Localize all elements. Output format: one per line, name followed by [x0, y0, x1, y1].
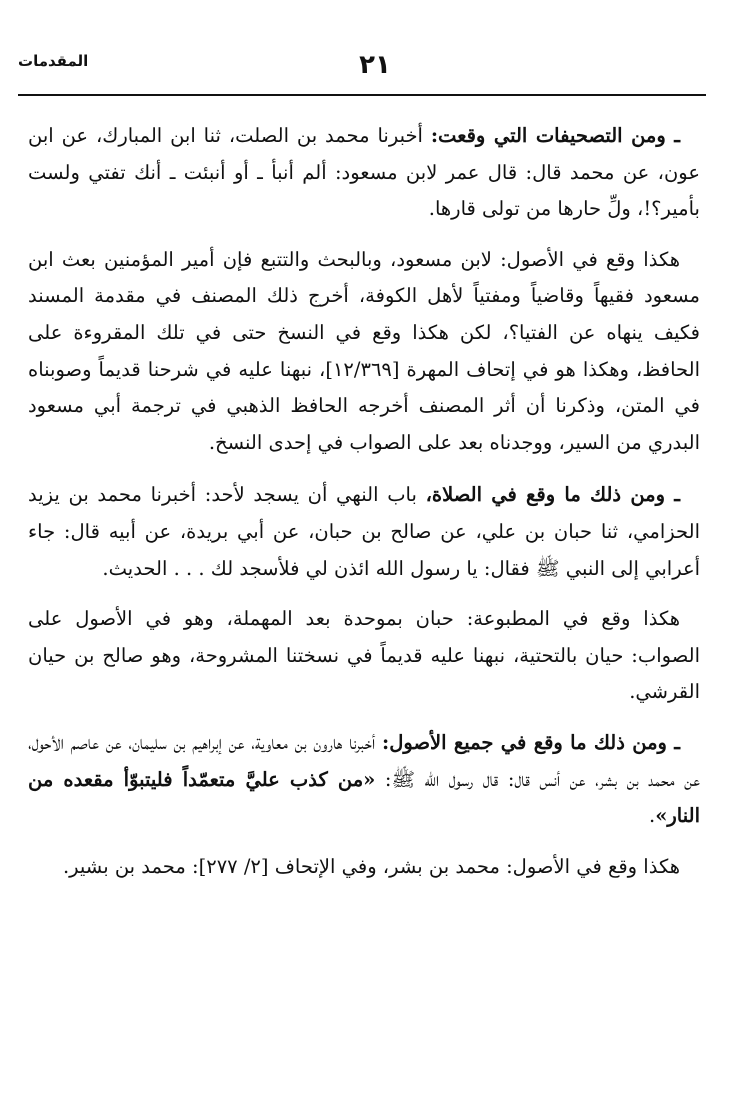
paragraph-hibban-note	[28, 601, 700, 711]
paragraph-text: هكذا وقع في الأصول: لابن مسعود، وبالبحث والتتبع فإن أمير المؤمنين بعث ابن مسعود فقيهاً وقاضياً ومفتياً لأهل الكوفة، أخرج ذلك المصنف في مقدمة المسند فكيف ينهاه عن الفتيا؟، لكن هكذا وقع في النسخ حتى في تلك المقروءة على الحافظ، وهكذا هو في إتحاف المهرة [١٢/٣٦٩]، نبهنا عليه في شرحنا قديماً وصوبناه في المتن، وذكرنا أن أثر المصنف أخرجه الحافظ الذهبي في ترجمة أبي مسعود البدري من السير، ووجدناه بعد على الصواب في إحدى النسخ.	[28, 247, 700, 454]
header-divider	[18, 94, 706, 96]
paragraph-text: هكذا وقع في الأصول: محمد بن بشر، وفي الإتحاف [٢/ ٢٧٧]: محمد بن بشير.	[62, 854, 680, 878]
page-body	[28, 118, 700, 899]
paragraph-lead: ـ ومن ذلك ما وقع في الصلاة،	[425, 483, 680, 507]
paragraph-lead: ـ ومن ذلك ما وقع في جميع الأصول:	[382, 730, 680, 754]
paragraph-text: أخبرنا محمد بن الصلت، ثنا ابن المبارك، عن ابن عون، عن محمد قال: قال عمر لابن مسعود: ألم أنبأ ـ أو أنبئت ـ أنك تفتي ولست بأمير؟!، ولِّ حارها من تولى قارها.	[28, 124, 700, 221]
section-title: المقدمات	[18, 52, 89, 70]
paragraph-text: أخبرنا هارون بن معاوية، عن إبراهيم بن سليمان، عن عاصم الأحول، عن محمد بن بشر، عن أنس قال: قال رسول الله ﷺ:	[28, 730, 700, 791]
paragraph-tashifat	[28, 118, 700, 228]
paragraph-end: .	[649, 804, 656, 828]
paragraph-text: هكذا وقع في المطبوعة: حبان بموحدة بعد المهملة، وهو في الأصول على الصواب: حيان بالتحتية، نبهنا عليه قديماً في نسختنا المشروحة، وهو صالح بن حيان القرشي.	[28, 607, 700, 704]
paragraph-bishr-note	[28, 849, 700, 886]
hadith-quote: «من كذب عليَّ متعمّداً فليتبوّأ مقعده من النار»	[28, 767, 700, 828]
page-number: ٢١	[359, 50, 391, 80]
paragraph-lead: ـ ومن التصحيفات التي وقعت:	[430, 124, 680, 147]
paragraph-ibn-masud-note	[28, 242, 700, 462]
paragraph-salah	[28, 477, 700, 587]
paragraph-all-usul	[28, 725, 700, 835]
paragraph-text: باب النهي أن يسجد لأحد: أخبرنا محمد بن يزيد الحزامي، ثنا حبان بن علي، عن صالح بن حبان، عن أبي بريدة، عن أبيه قال: جاء أعرابي إلى النبي ﷺ فقال: يا رسول الله ائذن لي فلأسجد لك . . . الحديث.	[28, 483, 700, 580]
